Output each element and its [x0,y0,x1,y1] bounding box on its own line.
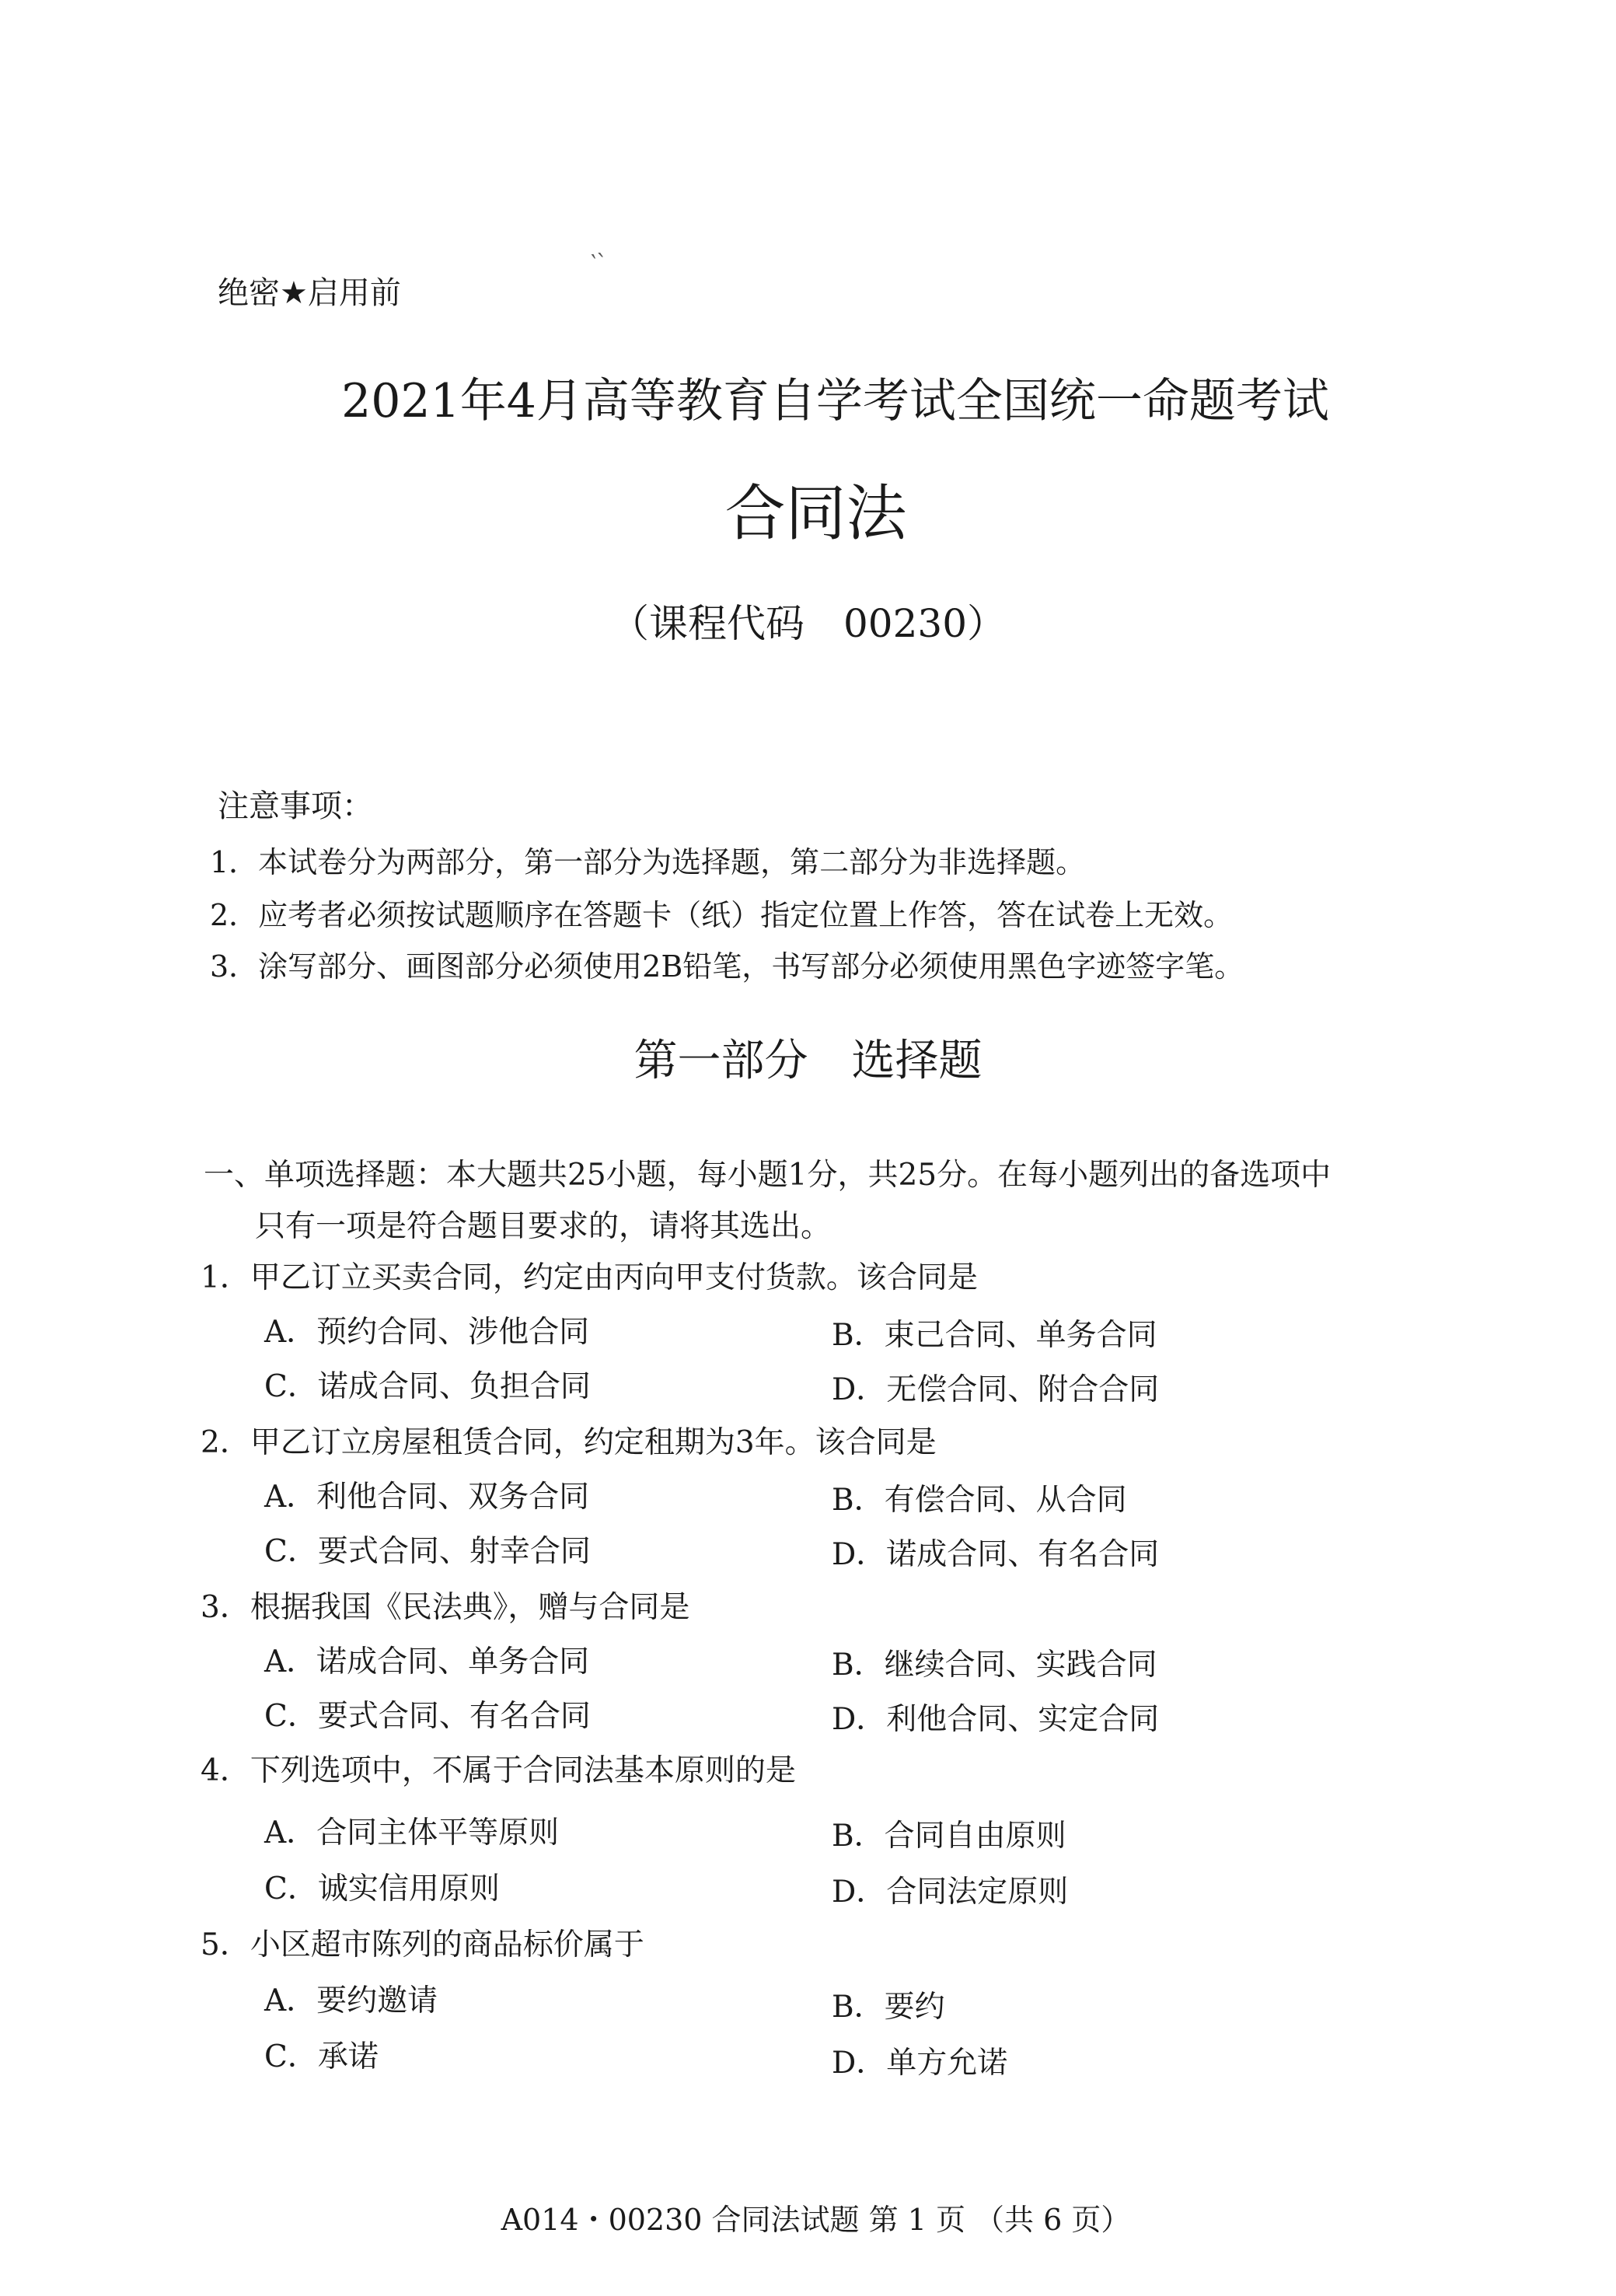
question-1-option-b: B．束己合同、单务合同 [832,1318,1157,1353]
question-4-option-d: D．合同法定原则 [832,1875,1069,1910]
question-4-stem: 4．下列选项中，不属于合同法基本原则的是 [201,1753,796,1788]
exam-title: 2021年4月高等教育自学考试全国统一命题考试 [341,374,1329,428]
question-3-option-c: C．要式合同、有名合同 [264,1699,591,1734]
question-5-option-a: A．要约邀请 [264,1983,438,2018]
question-4-option-c: C．诚实信用原则 [264,1871,500,1906]
question-2-stem: 2．甲乙订立房屋租赁合同，约定租期为3年。该合同是 [201,1425,937,1460]
question-1-option-d: D．无偿合同、附合合同 [832,1372,1160,1407]
question-4-option-a: A．合同主体平等原则 [264,1815,560,1850]
question-1-option-a: A．预约合同、涉他合同 [264,1315,590,1350]
page-footer: A014・00230 合同法试题 第 1 页 （共 6 页） [501,2203,1131,2237]
notice-heading: 注意事项： [218,788,373,824]
notice-item-1: 1．本试卷分为两部分，第一部分为选择题，第二部分为非选择题。 [210,845,1086,879]
question-5-stem: 5．小区超市陈列的商品标价属于 [201,1927,644,1962]
section-instructions-line-2: 只有一项是符合题目要求的，请将其选出。 [255,1209,832,1244]
question-1-option-c: C．诺成合同、负担合同 [264,1369,591,1404]
section-instructions-line-1: 一、单项选择题：本大题共25小题，每小题1分，共25分。在每小题列出的备选项中 [204,1158,1332,1193]
question-5-option-d: D．单方允诺 [832,2046,1008,2081]
question-5-option-b: B．要约 [832,1990,945,2025]
notice-item-3: 3．涂写部分、画图部分必须使用2B铅笔，书写部分必须使用黑色字迹签字笔。 [210,949,1244,984]
notice-item-2: 2．应考者必须按试题顺序在答题卡（纸）指定位置上作答，答在试卷上无效。 [210,898,1234,932]
question-2-option-c: C．要式合同、射幸合同 [264,1534,591,1569]
question-3-option-d: D．利他合同、实定合同 [832,1702,1160,1737]
subject-title: 合同法 [724,479,907,549]
question-2-option-a: A．利他合同、双务合同 [264,1480,590,1515]
scan-speck: ‵ˋ [591,250,608,278]
question-3-option-a: A．诺成合同、单务合同 [264,1644,590,1679]
question-1-stem: 1．甲乙订立买卖合同，约定由丙向甲支付货款。该合同是 [201,1260,978,1295]
question-5-option-c: C．承诺 [264,2039,379,2074]
question-4-option-b: B．合同自由原则 [832,1819,1066,1854]
secret-mark: 绝密★启用前 [218,275,401,311]
part-title: 第一部分 选择题 [633,1036,983,1086]
question-3-option-b: B．继续合同、实践合同 [832,1648,1157,1683]
question-3-stem: 3．根据我国《民法典》，赠与合同是 [201,1590,690,1625]
question-2-option-b: B．有偿合同、从合同 [832,1483,1127,1518]
question-2-option-d: D．诺成合同、有名合同 [832,1537,1160,1572]
course-code: （课程代码 00230） [609,601,1007,646]
